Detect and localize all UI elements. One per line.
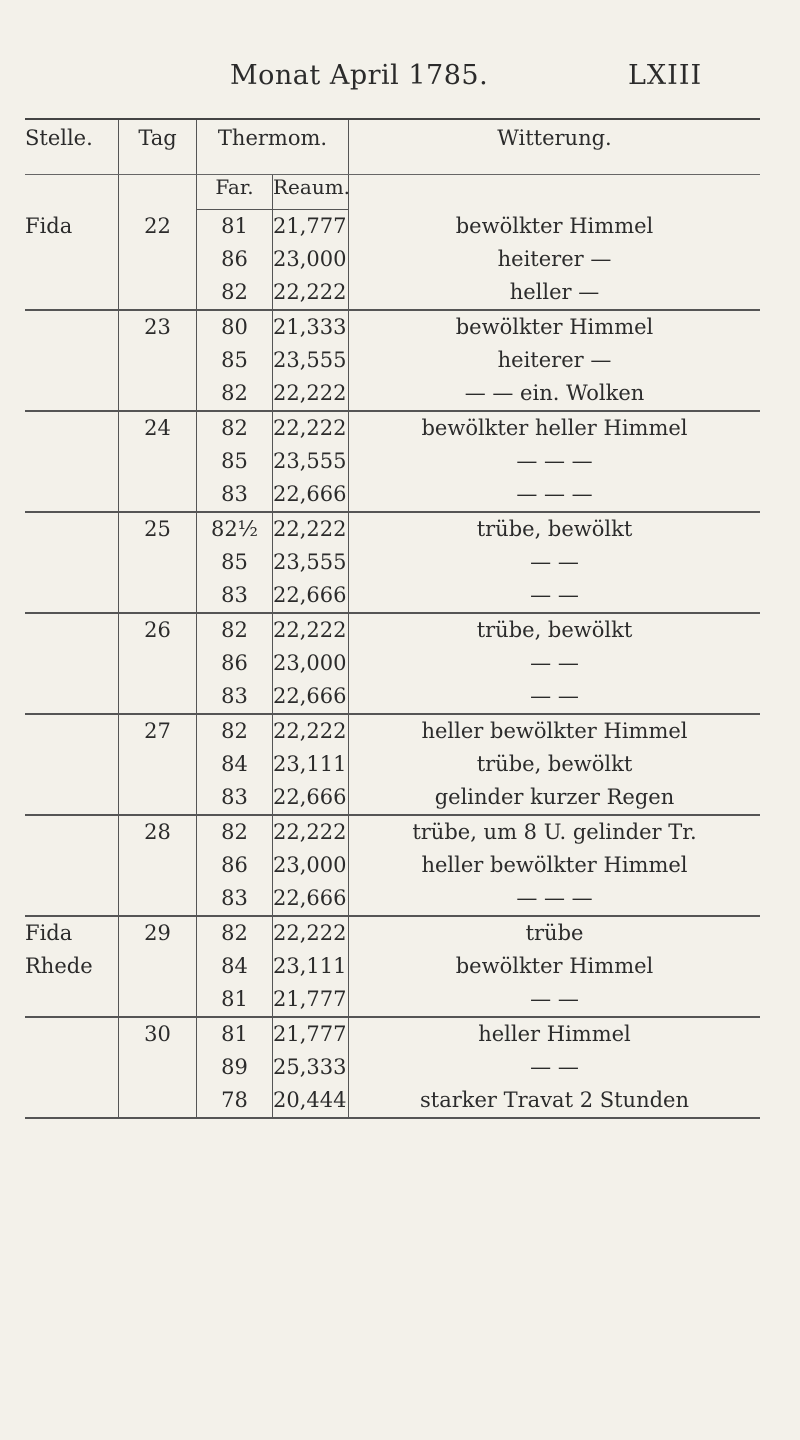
fahrenheit-cell (197, 310, 273, 411)
reaumur-cell (273, 210, 349, 311)
witterung-value: heller bewölkter Himmel (421, 853, 688, 877)
witterung-value: bewölkter Himmel (455, 954, 654, 978)
reaumur-cell (273, 310, 349, 411)
reaumur-value: 22,222 (273, 820, 347, 844)
reaumur-value: 23,000 (273, 853, 347, 877)
fahrenheit-value: 82 (221, 280, 248, 304)
reaumur-cell (273, 1017, 349, 1118)
reaumur-value: 22,222 (273, 381, 347, 405)
stelle-cell (25, 1017, 119, 1118)
reaumur-value: 23,555 (273, 449, 347, 473)
page-header (0, 60, 800, 100)
fahrenheit-cell (197, 714, 273, 815)
witterung-value: bewölkter heller Himmel (421, 416, 688, 440)
stelle-value (25, 882, 118, 915)
witterung-value: — — — (516, 886, 593, 910)
reaumur-cell (273, 815, 349, 916)
witterung-value: — — (530, 987, 579, 1011)
tag-cell (119, 310, 197, 411)
witterung-cell (349, 310, 761, 411)
witterung-cell (349, 815, 761, 916)
fahrenheit-cell (197, 1017, 273, 1118)
fahrenheit-value: 83 (221, 684, 248, 708)
fahrenheit-value: 81 (221, 214, 248, 238)
column-header-thermom: Thermom. (197, 119, 349, 175)
day-number: 28 (144, 820, 171, 844)
table-row (25, 815, 760, 916)
stelle-cell (25, 512, 119, 613)
stelle-value (25, 344, 118, 377)
witterung-cell (349, 1017, 761, 1118)
reaumur-value: 22,666 (273, 886, 347, 910)
stelle-cell (25, 411, 119, 512)
reaumur-cell (273, 512, 349, 613)
stelle-value (25, 412, 118, 445)
tag-cell (119, 714, 197, 815)
reaumur-value: 22,666 (273, 583, 347, 607)
fahrenheit-value: 86 (221, 247, 248, 271)
reaumur-value: 23,111 (273, 954, 347, 978)
witterung-value: bewölkter Himmel (455, 213, 654, 238)
fahrenheit-value: 86 (221, 651, 248, 675)
fahrenheit-cell (197, 512, 273, 613)
stelle-cell (25, 714, 119, 815)
fahrenheit-cell (197, 210, 273, 311)
tag-cell (119, 512, 197, 613)
witterung-value: — — (530, 684, 579, 708)
stelle-cell (25, 613, 119, 714)
fahrenheit-value: 85 (221, 348, 248, 372)
stelle-cell (25, 210, 119, 311)
column-header-tag: Tag (119, 119, 197, 175)
table-row (25, 1017, 760, 1118)
stelle-value (25, 546, 118, 579)
day-number: 22 (144, 213, 171, 238)
table-row (25, 411, 760, 512)
tag-cell (119, 916, 197, 1017)
reaumur-value: 21,777 (273, 987, 347, 1011)
stelle-value (25, 276, 118, 309)
stelle-value (25, 1018, 118, 1051)
witterung-value: heiterer — (497, 246, 612, 271)
stelle-value (25, 680, 118, 713)
stelle-value (25, 781, 118, 814)
fahrenheit-value: 84 (221, 954, 248, 978)
day-number: 29 (144, 921, 171, 945)
witterung-cell (349, 916, 761, 1017)
reaumur-value: 21,777 (273, 1022, 347, 1046)
witterung-value: — — (530, 583, 579, 607)
witterung-value: trübe, bewölkt (476, 752, 633, 776)
reaumur-value: 23,555 (273, 550, 347, 574)
stelle-cell (25, 815, 119, 916)
stelle-cell (25, 310, 119, 411)
stelle-value (25, 647, 118, 680)
witterung-value: heller bewölkter Himmel (421, 719, 688, 743)
reaumur-value: 22,666 (273, 684, 347, 708)
stelle-value (25, 1051, 118, 1084)
day-number: 30 (144, 1022, 171, 1046)
day-number: 27 (144, 719, 171, 743)
fahrenheit-value: 89 (221, 1055, 248, 1079)
stelle-value (25, 748, 118, 781)
table-row (25, 916, 760, 1017)
reaumur-value: 25,333 (273, 1055, 347, 1079)
fahrenheit-value: 82 (221, 618, 248, 642)
reaumur-value: 22,222 (273, 517, 347, 541)
stelle-value (25, 715, 118, 748)
witterung-cell (349, 613, 761, 714)
stelle-value (25, 311, 118, 344)
reaumur-value: 23,000 (273, 247, 347, 271)
fahrenheit-value: 82 (221, 416, 248, 440)
witterung-value: trübe, um 8 U. gelinder Tr. (412, 820, 697, 844)
fahrenheit-value: 82 (221, 719, 248, 743)
tag-cell (119, 815, 197, 916)
day-number: 24 (144, 416, 171, 440)
reaumur-value: 22,222 (273, 921, 347, 945)
witterung-cell (349, 714, 761, 815)
column-header-witterung: Witterung. (349, 119, 761, 175)
tag-cell (119, 411, 197, 512)
fahrenheit-cell (197, 411, 273, 512)
witterung-value: bewölkter Himmel (455, 315, 654, 339)
stelle-value: Fida (25, 921, 73, 945)
fahrenheit-value: 84 (221, 752, 248, 776)
reaumur-value: 22,666 (273, 482, 347, 506)
reaumur-cell (273, 916, 349, 1017)
column-header-reaum: Reaum. (273, 175, 349, 210)
day-number: 25 (144, 517, 171, 541)
stelle-value (25, 579, 118, 612)
reaumur-value: 23,111 (273, 752, 347, 776)
stelle-value (25, 849, 118, 882)
witterung-value: — — — (516, 449, 593, 473)
reaumur-value: 22,222 (273, 719, 347, 743)
table-row (25, 613, 760, 714)
witterung-value: — — (530, 651, 579, 675)
column-header-stelle: Stelle. (25, 119, 119, 175)
fahrenheit-value: 86 (221, 853, 248, 877)
table-row (25, 512, 760, 613)
fahrenheit-value: 82 (221, 381, 248, 405)
fahrenheit-value: 82 (221, 820, 248, 844)
stelle-value (25, 478, 118, 511)
witterung-value: gelinder kurzer Regen (434, 785, 675, 809)
reaumur-value: 23,555 (273, 348, 347, 372)
page-title: Monat April 1785. (230, 60, 489, 91)
fahrenheit-value: 80 (221, 315, 248, 339)
day-number: 26 (144, 618, 171, 642)
table-row (25, 210, 760, 311)
page-number: LXIII (628, 60, 703, 91)
fahrenheit-value: 82½ (210, 517, 259, 541)
fahrenheit-value: 78 (221, 1088, 248, 1112)
stelle-value (25, 445, 118, 478)
tag-cell (119, 210, 197, 311)
fahrenheit-value: 83 (221, 785, 248, 809)
witterung-cell (349, 210, 761, 311)
fahrenheit-value: 85 (221, 449, 248, 473)
stelle-value: Fida (25, 213, 73, 238)
column-header-far: Far. (197, 175, 273, 210)
fahrenheit-value: 81 (221, 1022, 248, 1046)
fahrenheit-value: 83 (221, 886, 248, 910)
fahrenheit-value: 85 (221, 550, 248, 574)
stelle-value (25, 513, 118, 546)
tag-cell (119, 613, 197, 714)
fahrenheit-value: 81 (221, 987, 248, 1011)
fahrenheit-cell (197, 815, 273, 916)
reaumur-cell (273, 714, 349, 815)
tag-cell (119, 1017, 197, 1118)
reaumur-value: 22,222 (273, 618, 347, 642)
stelle-value (25, 614, 118, 647)
stelle-value (25, 983, 118, 1016)
witterung-value: heiterer — (497, 348, 612, 372)
stelle-value (25, 243, 118, 276)
witterung-value: heller — (509, 279, 600, 304)
reaumur-cell (273, 613, 349, 714)
witterung-value: — — — (516, 482, 593, 506)
reaumur-value: 21,333 (273, 315, 347, 339)
stelle-cell (25, 916, 119, 1017)
witterung-value: heller Himmel (478, 1022, 631, 1046)
reaumur-value: 22,222 (273, 280, 347, 304)
reaumur-value: 23,000 (273, 651, 347, 675)
stelle-value: Rhede (25, 954, 93, 978)
stelle-value (25, 1084, 118, 1117)
fahrenheit-value: 83 (221, 583, 248, 607)
reaumur-value: 21,777 (273, 214, 347, 238)
witterung-cell (349, 411, 761, 512)
reaumur-value: 22,222 (273, 416, 347, 440)
table-row (25, 714, 760, 815)
table-row (25, 310, 760, 411)
stelle-value (25, 816, 118, 849)
witterung-value: starker Travat 2 Stunden (419, 1088, 689, 1112)
witterung-value: — — ein. Wolken (464, 381, 645, 405)
witterung-value: trübe (525, 921, 584, 945)
fahrenheit-cell (197, 613, 273, 714)
fahrenheit-cell (197, 916, 273, 1017)
witterung-value: — — (530, 1055, 579, 1079)
weather-table (25, 118, 760, 1119)
stelle-value (25, 377, 118, 410)
witterung-value: trübe, bewölkt (476, 517, 633, 541)
fahrenheit-value: 83 (221, 482, 248, 506)
day-number: 23 (144, 315, 171, 339)
reaumur-value: 22,666 (273, 785, 347, 809)
witterung-value: trübe, bewölkt (476, 618, 633, 642)
reaumur-cell (273, 411, 349, 512)
witterung-cell (349, 512, 761, 613)
reaumur-value: 20,444 (273, 1088, 347, 1112)
fahrenheit-value: 82 (221, 921, 248, 945)
witterung-value: — — (530, 550, 579, 574)
